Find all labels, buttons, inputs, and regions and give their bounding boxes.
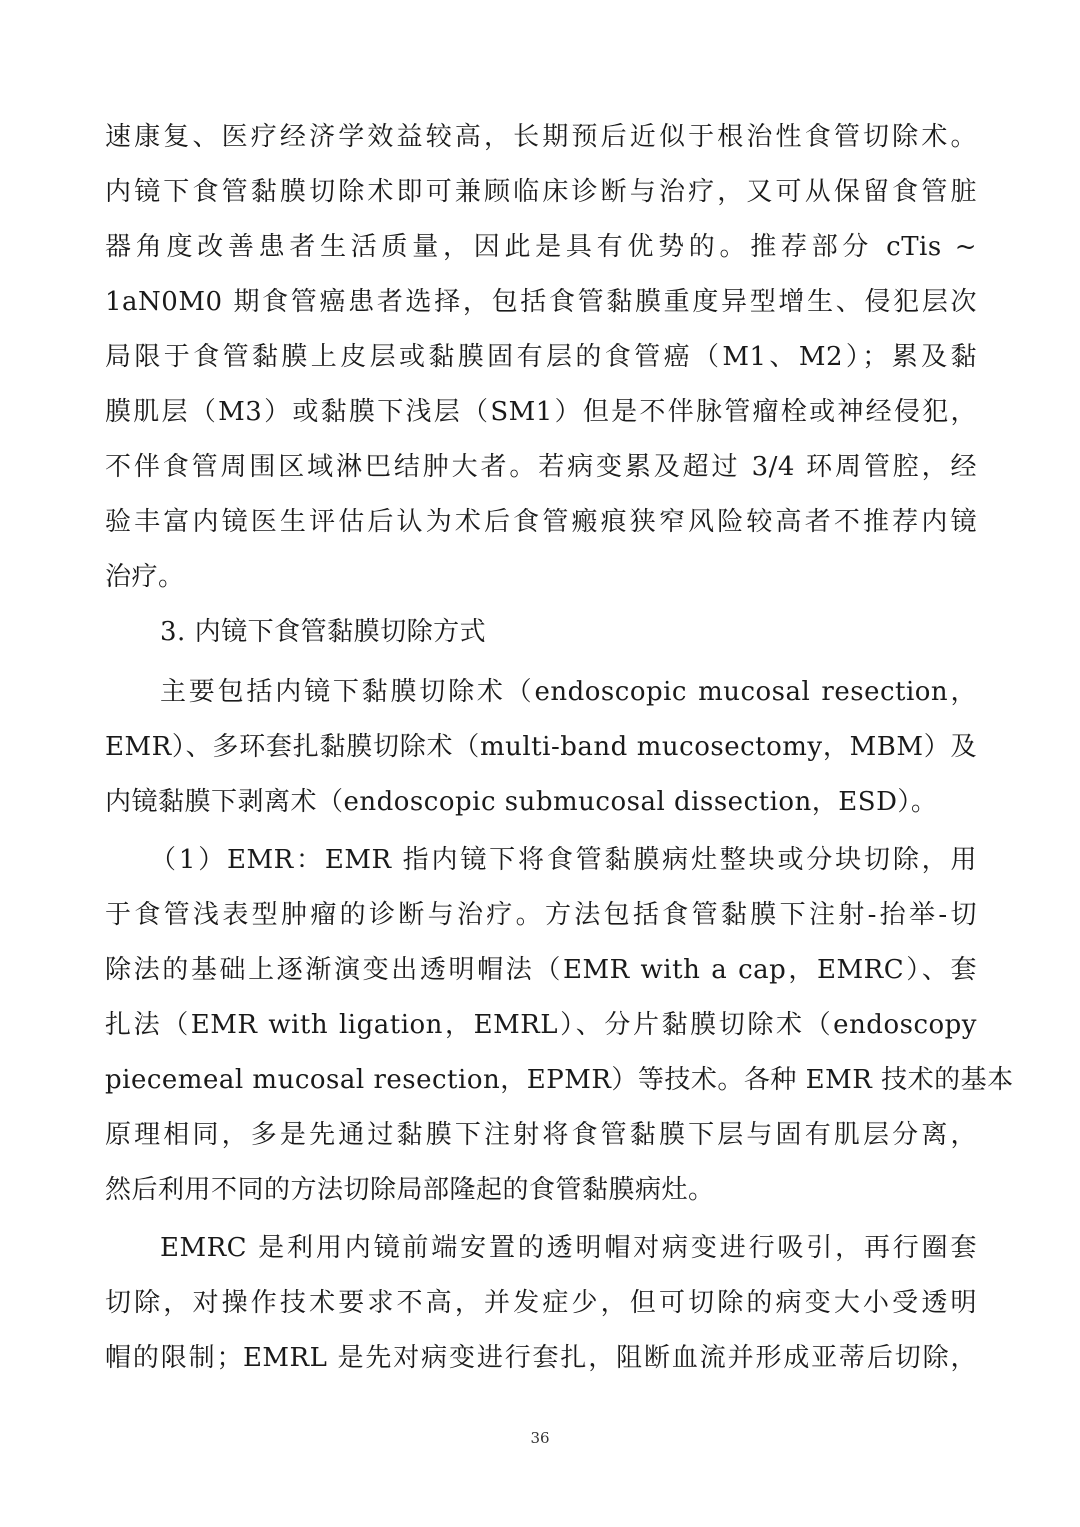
text-line: 内镜下食管黏膜切除术即可兼顾临床诊断与治疗，又可从保留食管脏 (105, 177, 977, 207)
text-line: 膜肌层（M3）或黏膜下浅层（SM1）但是不伴脉管瘤栓或神经侵犯， (105, 397, 977, 427)
text-line: 1aN0M0 期食管癌患者选择，包括食管黏膜重度异型增生、侵犯层次 (105, 287, 977, 317)
text-line: 切除，对操作技术要求不高，并发症少，但可切除的病变大小受透明 (105, 1288, 977, 1318)
section-heading: 3. 内镜下食管黏膜切除方式 (160, 617, 487, 647)
text-line: 扎法（EMR with ligation，EMRL）、分片黏膜切除术（endoscopy (105, 1010, 977, 1040)
text-line: 内镜黏膜下剥离术（endoscopic submucosal dissection，ESD）。 (105, 787, 938, 817)
text-line: 帽的限制；EMRL 是先对病变进行套扎，阻断血流并形成亚蒂后切除， (105, 1343, 977, 1373)
text-line: 除法的基础上逐渐演变出透明帽法（EMR with a cap，EMRC）、套 (105, 955, 977, 985)
text-line: 速康复、医疗经济学效益较高，长期预后近似于根治性食管切除术。 (105, 122, 977, 152)
text-line: 器角度改善患者生活质量，因此是具有优势的。推荐部分 cTis ~ (105, 232, 977, 262)
text-line: 于食管浅表型肿瘤的诊断与治疗。方法包括食管黏膜下注射-抬举-切 (105, 900, 977, 930)
text-line: piecemeal mucosal resection，EPMR）等技术。各种 EMR 技术的基本 (105, 1065, 1014, 1095)
text-line: 验丰富内镜医生评估后认为术后食管瘢痕狭窄风险较高者不推荐内镜 (105, 507, 977, 537)
text-line: （1）EMR：EMR 指内镜下将食管黏膜病灶整块或分块切除，用 (150, 845, 977, 875)
text-line: 主要包括内镜下黏膜切除术（endoscopic mucosal resection， (160, 677, 977, 707)
text-line: EMR）、多环套扎黏膜切除术（multi-band mucosectomy，MBM）及 (105, 732, 977, 762)
text-line: 然后利用不同的方法切除局部隆起的食管黏膜病灶。 (105, 1175, 715, 1205)
text-line: 治疗。 (105, 562, 185, 592)
text-line: 局限于食管黏膜上皮层或黏膜固有层的食管癌（M1、M2）；累及黏 (105, 342, 977, 372)
text-line: 原理相同，多是先通过黏膜下注射将食管黏膜下层与固有肌层分离， (105, 1120, 977, 1150)
page-number: 36 (530, 1429, 550, 1447)
text-line: EMRC 是利用内镜前端安置的透明帽对病变进行吸引，再行圈套 (160, 1233, 977, 1263)
text-line: 不伴食管周围区域淋巴结肿大者。若病变累及超过 3/4 环周管腔，经 (105, 452, 977, 482)
